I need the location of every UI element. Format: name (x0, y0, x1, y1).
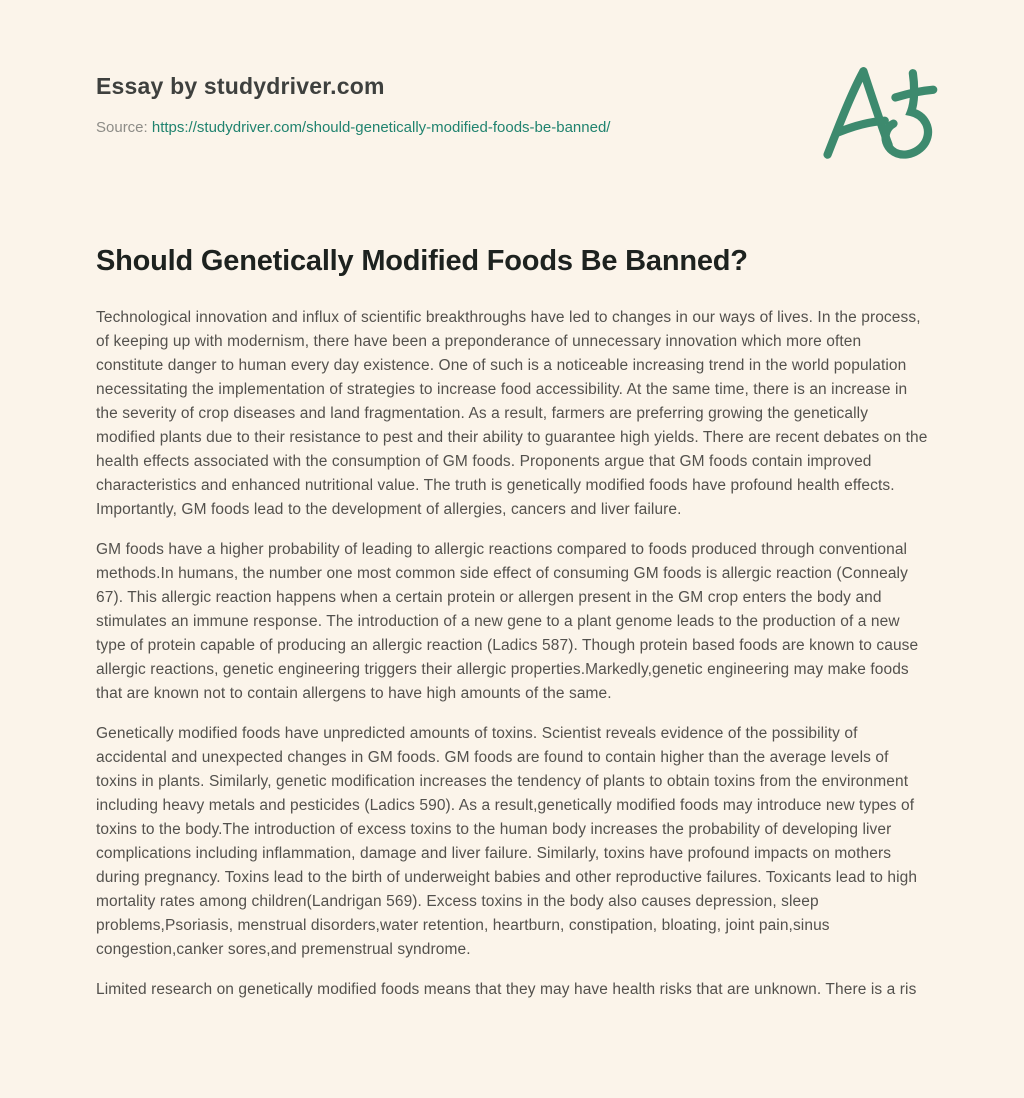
source-line (96, 118, 928, 137)
source-label: Source: (96, 119, 148, 136)
essay-paragraph: GM foods have a higher probability of leading to allergic reactions compared to foods produced through conventional methods.In humans, the number one most common side effect of consuming GM foods is allergic reaction (Connealy 67). This allergic reaction happens when a certain protein or allergen present in the GM crop enters the body and stimulates an immune response. The introduction of a new gene to a plant genome leads to the production of a new type of protein capable of producing an allergic reaction (Ladics 587). Though protein based foods are known to cause allergic reactions, genetic engineering triggers their allergic properties.Markedly,genetic engineering may make foods that are known not to contain allergens to have high amounts of the same. (96, 541, 919, 702)
essay-body (96, 306, 928, 1002)
essay-byline: Essay by studydriver.com (96, 73, 385, 99)
page-title: Should Genetically Modified Foods Be Banned? (96, 245, 748, 277)
essay-paragraph: Limited research on genetically modified foods means that they may have health risks that are unknown. There is a ris (96, 981, 917, 998)
essay-paragraph: Technological innovation and influx of scientific breakthroughs have led to changes in our ways of lives. In the process, of keeping up with modernism, there have been a preponderance of unnecessary innovation which more often constitute danger to human every day existence. One of such is a noticeable increasing trend in the world population necessitating the implementation of strategies to increase food accessibility. At the same time, there is an increase in the severity of crop diseases and land fragmentation. As a result, farmers are preferring growing the genetically modified plants due to their resistance to pest and their ability to guarantee high yields. There are recent debates on the health effects associated with the consumption of GM foods. Proponents argue that GM foods contain improved characteristics and enhanced nutritional value. The truth is genetically modified foods have profound health effects. Importantly, GM foods lead to the development of allergies, cancers and liver failure. (96, 309, 928, 518)
source-link[interactable]: https://studydriver.com/should-genetically-modified-foods-be-banned/ (151, 119, 611, 136)
essay-paragraph: Genetically modified foods have unpredicted amounts of toxins. Scientist reveals evidence of the possibility of accidental and unexpected changes in GM foods. GM foods are found to contain higher than the average levels of toxins in plants. Similarly, genetic modification increases the tendency of plants to obtain toxins from the environment including heavy metals and pesticides (Ladics 590). As a result,genetically modified foods may introduce new types of toxins to the body.The introduction of excess toxins to the human body increases the probability of developing liver complications including inflammation, damage and liver failure. Similarly, toxins have profound impacts on mothers during pregnancy. Toxins lead to the birth of underweight babies and other reproductive failures. Toxicants lead to high mortality rates among children(Landrigan 569). Excess toxins in the body also causes depression, sleep problems,Psoriasis, menstrual disorders,water retention, heartburn, constipation, bloating, joint pain,sinus congestion,canker sores,and premenstrual syndrome. (96, 725, 918, 958)
